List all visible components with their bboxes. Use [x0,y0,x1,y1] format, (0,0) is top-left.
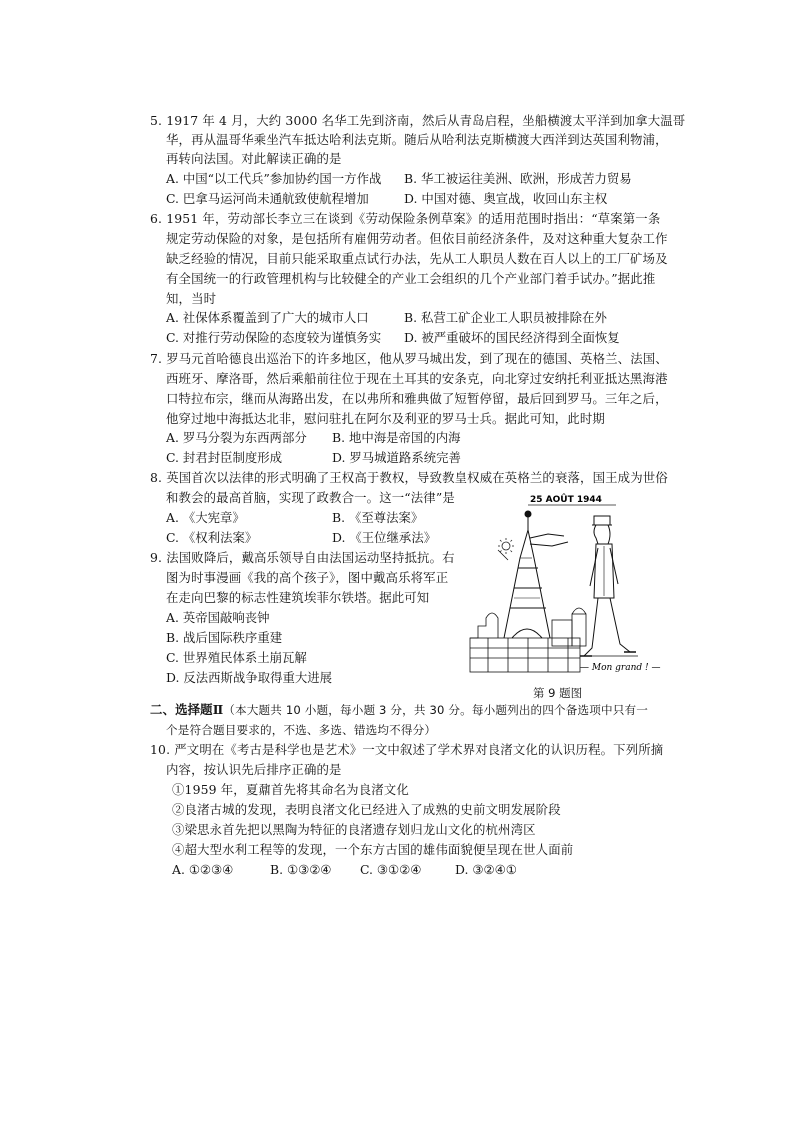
section-2-note-line-2 [166,722,436,738]
sun-icon [498,538,514,554]
question-6-stem-line-1: 6. 1951 年，劳动部长李立三在谈到《劳动保险条例草案》的适用范围时指出：“草案第一条 [150,211,661,226]
figure-9-cartoon [468,488,661,684]
question-10-option-a[interactable]: A. ①②③④ [172,862,234,877]
question-8-option-a[interactable]: A. 《大宪章》 [166,510,245,525]
cartoon-signature: — Mon grand ! — [580,663,661,673]
eiffel-tower-figure [498,511,568,638]
question-5-stem-line-3: 再转向法国。对此解读正确的是 [166,151,342,166]
question-8-option-d[interactable]: D. 《王位继承法》 [332,530,437,545]
question-7-option-d[interactable]: D. 罗马城道路系统完善 [332,450,461,465]
question-6-option-b[interactable]: B. 私营工矿企业工人职员被排除在外 [404,310,607,325]
cartoon-date: 25 AOÛT 1944 [530,495,602,505]
question-8-stem-line-1: 8. 英国首次以法律的形式明确了王权高于教权，导致教皇权威在英格兰的衰落，国王成为世俗 [150,470,668,485]
de-gaulle-figure [580,516,636,656]
section-2-title: 二、选择题Ⅱ [150,702,224,717]
question-7-stem-line-3: 口特拉布宗，继而从海路出发，在以弗所和雅典做了短暂停留，最后回到罗马。三年之后， [166,391,668,406]
question-7-stem-line-4: 他穿过地中海抵达北非，慰问驻扎在阿尔及利亚的罗马士兵。据此可知，此时期 [166,411,605,426]
question-7-option-a[interactable]: A. 罗马分裂为东西两部分 [166,430,307,445]
question-6-stem-line-3: 缺乏经验的情况，目前只能采取重点试行办法，先从工人职员人数在百人以上的工厂矿场及 [166,251,668,266]
question-9-stem-line-3: 在走向巴黎的标志性建筑埃菲尔铁塔。据此可知 [166,590,430,605]
question-5-option-a[interactable]: A. 中国“以工代兵”参加协约国一方作战 [166,171,382,186]
question-6-option-d[interactable]: D. 被严重破坏的国民经济得到全面恢复 [404,330,620,345]
question-9-stem-line-2: 图为时事漫画《我的高个孩子》，图中戴高乐将军正 [166,570,449,585]
cartoon-illustration [468,488,661,684]
question-6-stem-line-5: 知，当时 [166,291,217,306]
section-2-note-text: 个是符合题目要求的，不选、多选、错选均不得分） [166,723,437,737]
question-7-option-c[interactable]: C. 封君封臣制度形成 [166,450,283,465]
question-8-stem-line-2: 和教会的最高首脑，实现了政教合一。这一“法律”是 [166,490,455,505]
question-10-item-2: ②良渚古城的发现，表明良渚文化已经进入了成熟的史前文明发展阶段 [172,802,561,817]
question-6-stem-line-4: 有全国统一的行政管理机构与比较健全的产业工会组织的几个产业部门着手试办。”据此推 [166,271,656,286]
section-2-title-line [150,702,648,718]
question-5-option-d[interactable]: D. 中国对德、奥宣战，收回山东主权 [404,191,608,206]
question-8-option-c[interactable]: C. 《权利法案》 [166,530,258,545]
question-9-option-b[interactable]: B. 战后国际秩序重建 [166,630,283,645]
question-9-option-c[interactable]: C. 世界殖民体系土崩瓦解 [166,650,307,665]
section-2-note-line-1: （本大题共 10 小题，每小题 3 分，共 30 分。每小题列出的四个备选项中只有一 [223,703,648,717]
question-5-stem-line-1: 5. 1917 年 4 月，大约 3000 名华工先到济南，然后从青岛启程，坐船横渡太平洋到加拿大温哥 [150,113,686,128]
question-9-option-a[interactable]: A. 英帝国敲响丧钟 [166,610,270,625]
question-7-stem-line-1: 7. 罗马元首哈德良出巡治下的许多地区，他从罗马城出发，到了现在的德国、英格兰、法国、 [150,351,668,366]
question-9-option-d[interactable]: D. 反法西斯战争取得重大进展 [166,670,333,685]
question-5-option-b[interactable]: B. 华工被运往美洲、欧洲，形成苦力贸易 [404,171,632,186]
question-10-option-b[interactable]: B. ①③②④ [270,862,332,877]
question-9-stem-line-1: 9. 法国败降后，戴高乐领导自由法国运动坚持抵抗。右 [150,550,455,565]
question-6-stem-line-2: 规定劳动保险的对象，是包括所有雇佣劳动者。但依目前经济条件，及对这种重大复杂工作 [166,231,668,246]
question-6-option-a[interactable]: A. 社保体系覆盖到了广大的城市人口 [166,310,369,325]
question-8-option-b[interactable]: B. 《至尊法案》 [332,510,424,525]
question-10-option-c[interactable]: C. ③①②④ [360,862,422,877]
question-5-stem-line-2: 华，再从温哥华乘坐汽车抵达哈利法克斯。随后从哈利法克斯横渡大西洋到达英国利物浦， [166,132,668,147]
question-10-stem-line-2: 内容，按认识先后排序正确的是 [166,762,342,777]
question-10-option-d[interactable]: D. ③②④① [455,862,517,877]
question-7-stem-line-2: 西班牙、摩洛哥，然后乘船前往位于现在土耳其的安条克，向北穿过安纳托利亚抵达黑海港 [166,371,668,386]
question-10-item-1: ①1959 年，夏鼐首先将其命名为良渚文化 [172,782,409,797]
question-10-item-4: ④超大型水利工程等的发现，一个东方古国的雄伟面貌便呈现在世人面前 [172,842,574,857]
question-10-stem-line-1: 10. 严文明在《考古是科学也是艺术》一文中叙述了学术界对良渚文化的认识历程。下列所摘 [150,742,664,757]
question-5-option-c[interactable]: C. 巴拿马运河尚未通航致使航程增加 [166,191,369,206]
figure-9-caption: 第 9 题图 [533,686,583,700]
question-10-item-3: ③梁思永首先把以黑陶为特征的良渚遗存划归龙山文化的杭州湾区 [172,822,536,837]
question-7-option-b[interactable]: B. 地中海是帝国的内海 [332,430,461,445]
question-6-option-c[interactable]: C. 对推行劳动保险的态度较为谨慎务实 [166,330,382,345]
